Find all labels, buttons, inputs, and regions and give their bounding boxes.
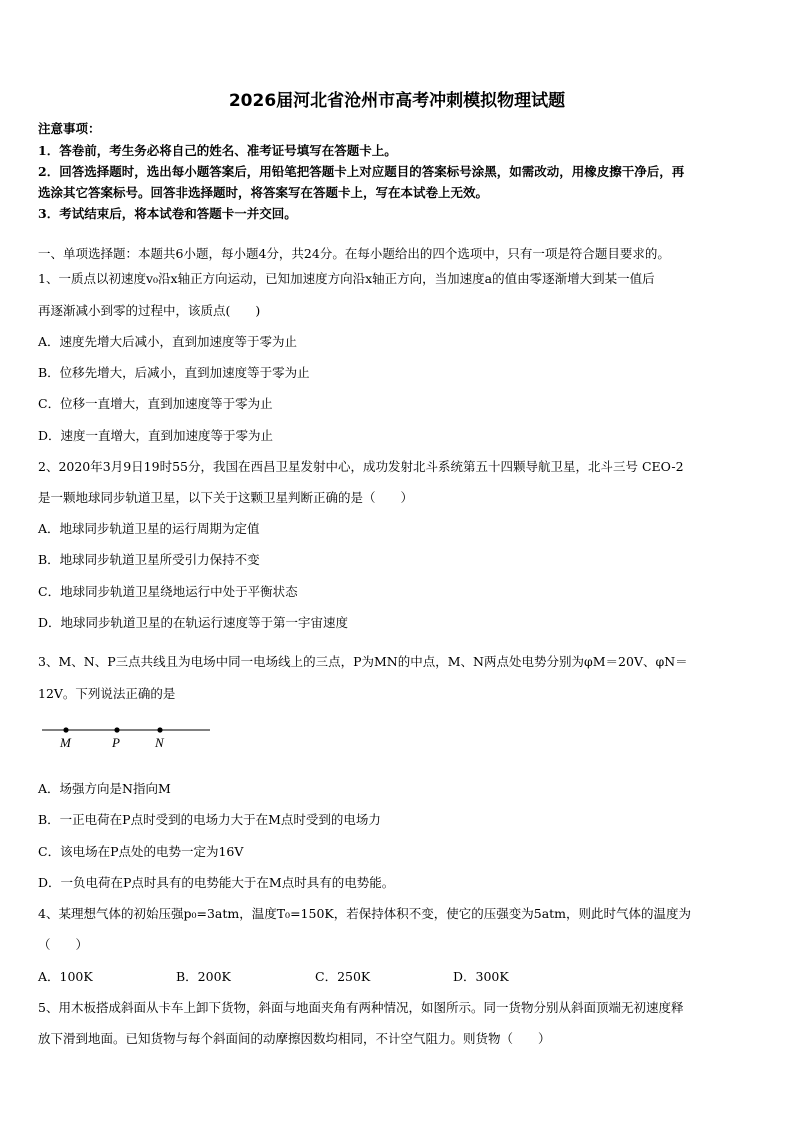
question-4-stem-cont: （ ） — [38, 937, 89, 952]
q1-option-d: D．速度一直增大，直到加速度等于零为止 — [38, 428, 274, 443]
question-2-stem: 2、2020年3月9日19时55分，我国在西昌卫星发射中心，成功发射北斗系统第五十四颗导航卫星，北斗三号 CEO-2 — [38, 459, 684, 474]
notice-item: 3．考试结束后，将本试卷和答题卡一并交回。 — [38, 206, 297, 221]
q4-option-a: A．100K — [38, 969, 93, 984]
question-3-stem-cont: 12V。下列说法正确的是 — [38, 686, 176, 701]
electric-field-line-figure — [40, 722, 220, 752]
label-p: P — [112, 735, 120, 750]
label-n: N — [155, 735, 164, 750]
q1-option-a: A．速度先增大后减小，直到加速度等于零为止 — [38, 334, 298, 349]
question-2-stem-cont: 是一颗地球同步轨道卫星，以下关于这颗卫星判断正确的是（ ） — [38, 490, 414, 505]
notice-item: 1．答卷前，考生务必将自己的姓名、准考证号填写在答题卡上。 — [38, 143, 397, 158]
notice-item: 选涂其它答案标号。回答非选择题时，将答案写在答题卡上，写在本试卷上无效。 — [38, 185, 489, 200]
question-5-stem-cont: 放下滑到地面。已知货物与每个斜面间的动摩擦因数均相同，不计空气阻力。则货物（ ） — [38, 1031, 551, 1046]
question-1-stem: 1、一质点以初速度v₀沿x轴正方向运动，已知加速度方向沿x轴正方向，当加速度a的值由零逐渐增大到某一值后 — [38, 271, 655, 286]
point-m-dot — [63, 727, 68, 732]
point-n-dot — [157, 727, 162, 732]
question-5-stem: 5、用木板搭成斜面从卡车上卸下货物，斜面与地面夹角有两种情况，如图所示。同一货物分别从斜面顶端无初速度释 — [38, 1000, 684, 1015]
q3-option-d: D．一负电荷在P点时具有的电势能大于在M点时具有的电势能。 — [38, 875, 395, 890]
q4-option-d: D．300K — [453, 969, 509, 984]
q3-option-c: C．该电场在P点处的电势一定为16V — [38, 844, 244, 859]
q2-option-d: D．地球同步轨道卫星的在轨运行速度等于第一宇宙速度 — [38, 615, 349, 630]
q2-option-a: A．地球同步轨道卫星的运行周期为定值 — [38, 521, 260, 536]
q1-option-b: B．位移先增大，后减小，直到加速度等于零为止 — [38, 365, 310, 380]
point-p-dot — [114, 727, 119, 732]
page-title: 2026届河北省沧州市高考冲刺模拟物理试题 — [228, 91, 566, 111]
q4-option-b: B．200K — [176, 969, 231, 984]
question-4-stem: 4、某理想气体的初始压强p₀=3atm，温度T₀=150K，若保持体积不变，使它的压强变为5atm，则此时气体的温度为 — [38, 906, 692, 921]
question-1-stem-cont: 再逐渐减小到零的过程中，该质点( ) — [38, 303, 261, 318]
q3-option-b: B．一正电荷在P点时受到的电场力大于在M点时受到的电场力 — [38, 812, 381, 827]
label-m: M — [60, 735, 71, 750]
q4-option-c: C．250K — [315, 969, 371, 984]
q1-option-c: C．位移一直增大，直到加速度等于零为止 — [38, 396, 273, 411]
q3-option-a: A．场强方向是N指向M — [38, 781, 171, 796]
q2-option-b: B．地球同步轨道卫星所受引力保持不变 — [38, 552, 260, 567]
q2-option-c: C．地球同步轨道卫星绕地运行中处于平衡状态 — [38, 584, 298, 599]
notice-item: 2．回答选择题时，选出每小题答案后，用铅笔把答题卡上对应题目的答案标号涂黑，如需改动，用橡皮擦干净后，再 — [38, 164, 685, 179]
section-heading: 一、单项选择题：本题共6小题，每小题4分，共24分。在每小题给出的四个选项中，只有一项是符合题目要求的。 — [38, 246, 670, 261]
notice-heading: 注意事项： — [38, 121, 101, 136]
question-3-stem: 3、M、N、P三点共线且为电场中同一电场线上的三点，P为MN的中点，M、N两点处电势分别为φM＝20V、φN＝ — [38, 654, 688, 669]
